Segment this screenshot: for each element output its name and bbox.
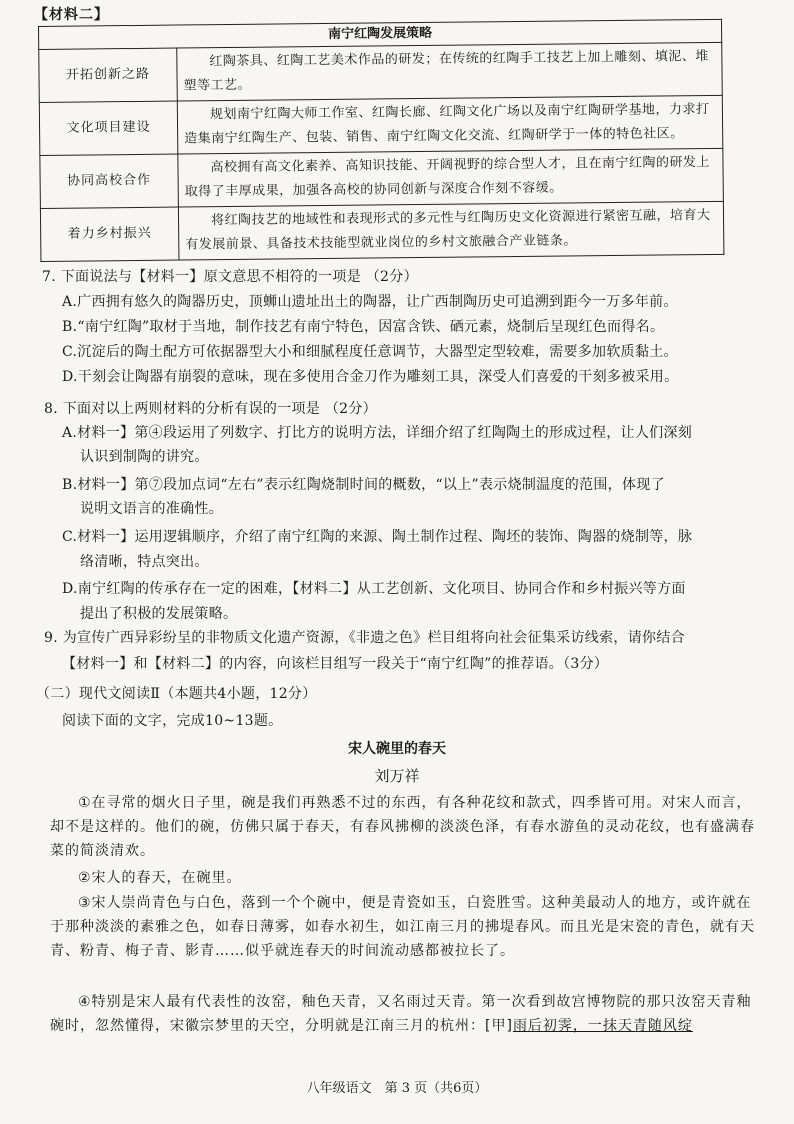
essay-paragraph-2: ②宋人的春天，在碗里。 [78, 870, 242, 886]
q7-option-d: D.干刻会让陶器有崩裂的意味，现在多使用合金刀作为雕刻工具，深受人们喜爱的干刻多被采用。 [62, 369, 679, 385]
essay-author: 刘万祥 [374, 767, 420, 785]
underlined-passage: 雨后初霁，一抹天青随风绽 [512, 1018, 693, 1034]
q7-option-c: C.沉淀后的陶土配方可依据器型大小和细腻程度任意调节，大器型定型较难，需要多加软质黏土。 [62, 344, 678, 360]
essay-paragraph-1: ①在寻常的烟火日子里，碗是我们再熟悉不过的东西，有各种花纹和款式，四季皆可用。对宋人而言，却不是这样的。他们的碗，仿佛只属于春天，有春风拂柳的淡淡色泽，有春水游鱼的灵动花纹，也有盛满春菜的简淡清欢。 [50, 795, 755, 859]
essay-paragraph-4 [50, 990, 762, 1038]
row-description: 将红陶技艺的地域性和表现形式的多元性与红陶历史文化资源进行紧密互融，培育大有发展前景、具备技术技能型就业岗位的乡村文旅融合产业链条。 [178, 201, 724, 260]
strategy-table [38, 19, 724, 262]
q8-option-a-line2: 认识到制陶的讲究。 [80, 449, 209, 465]
essay-paragraph-3: ③宋人崇尚青色与白色，落到一个个碗中，便是青瓷如玉，白瓷胜雪。这种美最动人的地方，或许就在于那种淡淡的素雅之色，如春日薄雾，如春水初生，如江南三月的拂堤春风。而且光是宋瓷的青色，就有天青、粉青、梅子青、影青……似乎就连春天的时间流动感都被拉长了。 [50, 895, 755, 959]
row-category: 开拓创新之路 [39, 48, 178, 102]
q9-line1: 9. 为宣传广西异彩纷呈的非物质文化遗产资源，《非遗之色》栏目组将向社会征集采访线索，请你结合 [44, 630, 685, 646]
table-row [40, 201, 724, 261]
essay-title: 宋人碗里的春天 [348, 741, 446, 757]
section-instruction: 阅读下面的文字，完成10~13题。 [62, 713, 283, 729]
row-description: 高校拥有高文化素养、高知识技能、开阔视野的综合型人才，且在南宁红陶的研发上取得了丰厚成果，加强各高校的协同创新与深度合作刻不容缓。 [178, 148, 724, 207]
q8-option-c-line2: 络清晰，特点突出。 [80, 554, 209, 570]
section-heading: （二）现代文阅读Ⅱ（本题共4小题，12分） [36, 686, 317, 702]
material2-label: 【材料二】 [34, 7, 109, 23]
q7-stem: 7. 下面说法与【材料一】原文意思不相符的一项是 （2分） [42, 269, 418, 285]
q8-option-d-line2: 提出了积极的发展策略。 [80, 606, 238, 622]
table-row [40, 148, 724, 208]
table-row [39, 42, 723, 102]
q7-option-b: B.“南宁红陶”取材于当地，制作技艺有南宁特色，因富含铁、硒元素，烧制后呈现红色而得名。 [62, 319, 665, 335]
q8-option-c-line1: C.材料一】运用逻辑顺序，介绍了南宁红陶的来源、陶土制作过程、陶坯的装饰、陶器的烧制等，脉 [62, 529, 693, 545]
q8-option-d-line1: D.南宁红陶的传承存在一定的困难，【材料二】从工艺创新、文化项目、协同合作和乡村振兴等方面 [62, 581, 686, 597]
paragraph-4-text: ④特别是宋人最有代表性的汝窑，釉色天青，又名雨过天青。第一次看到故宫博物院的那只汝窑天青釉碗时，忽然懂得，宋徽宗梦里的天空，分明就是江南三月的杭州：[甲] [50, 994, 752, 1034]
row-category: 文化项目建设 [39, 101, 178, 155]
table-title: 南宁红陶发展策略 [39, 19, 722, 49]
page-footer: 八年级语文 第 3 页（共6页） [306, 1081, 488, 1096]
row-category: 协同高校合作 [40, 154, 179, 208]
q8-option-b-line2: 说明文语言的准确性。 [80, 501, 223, 517]
q8-stem: 8. 下面对以上两则材料的分析有误的一项是 （2分） [44, 401, 377, 417]
row-description: 红陶茶具、红陶工艺美术作品的研发；在传统的红陶手工技艺上加上雕刻、填泥、堆塑等工艺。 [177, 42, 723, 101]
table-row [39, 95, 723, 155]
q9-line2: 【材料一】和【材料二】的内容，向该栏目组写一段关于“南宁红陶”的推荐语。（3分） [62, 656, 609, 672]
row-description: 规划南宁红陶大师工作室、红陶长廊、红陶文化广场以及南宁红陶研学基地，力求打造集南宁红陶生产、包装、销售、南宁红陶文化交流、红陶研学于一体的特色社区。 [177, 95, 723, 154]
row-category: 着力乡村振兴 [40, 207, 179, 261]
q7-option-a: A.广西拥有悠久的陶器历史，顶蛳山遗址出土的陶器，让广西制陶历史可追溯到距今一万多年前。 [62, 294, 678, 310]
q8-option-b-line1: B.材料一】第⑦段加点词“左右”表示红陶烧制时间的概数，“以上”表示烧制温度的范围，体现了 [62, 477, 665, 493]
q8-option-a-line1: A.材料一】第④段运用了列数字、打比方的说明方法，详细介绍了红陶陶土的形成过程，让人们深刻 [62, 425, 693, 441]
